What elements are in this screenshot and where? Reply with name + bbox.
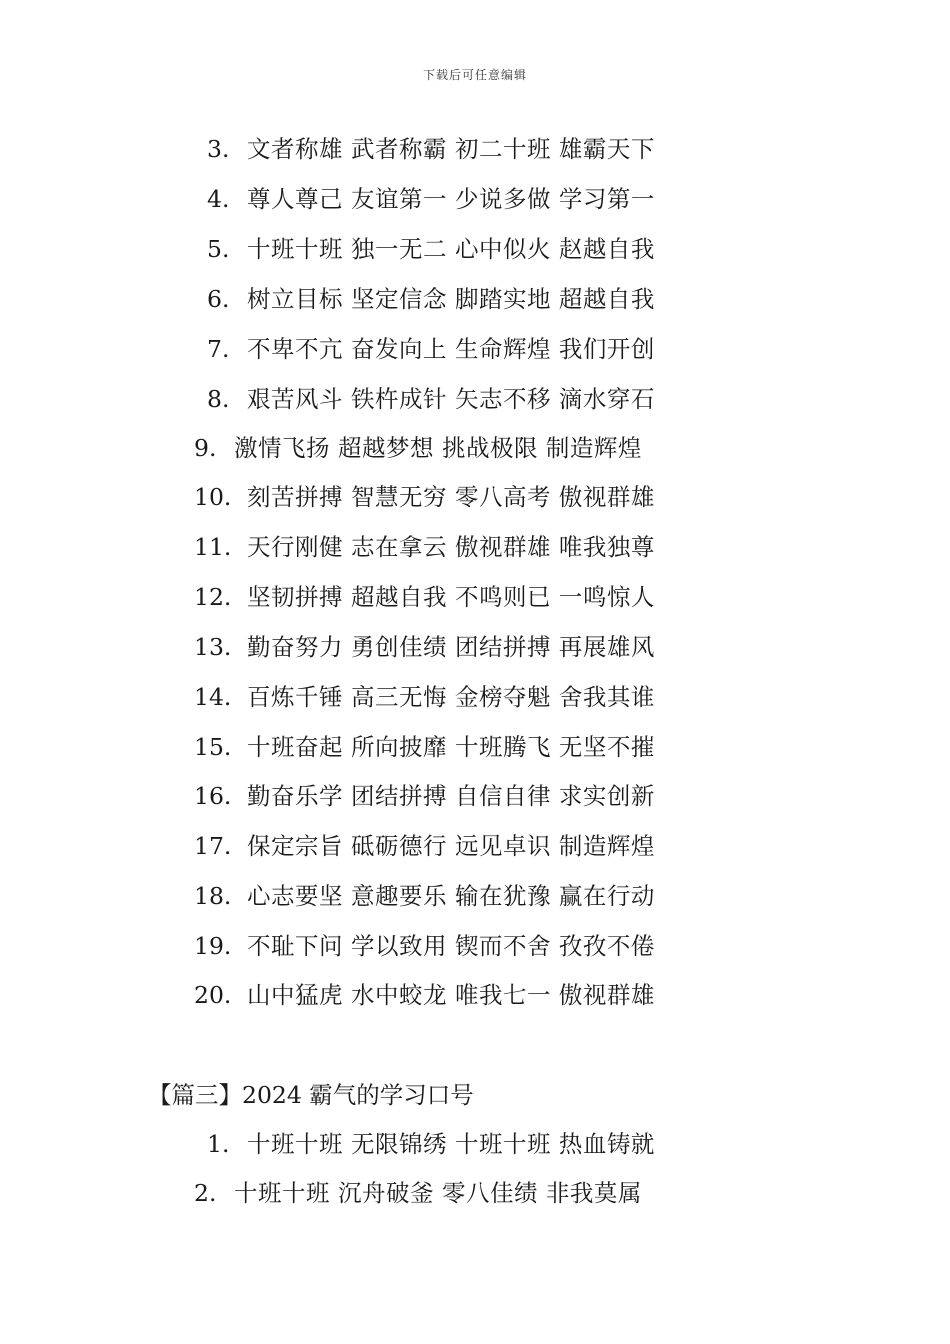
item-text: 尊人尊己 友谊第一 少说多做 学习第一 (247, 185, 655, 213)
item-text: 不卑不亢 奋发向上 生命辉煌 我们开创 (247, 335, 655, 363)
list-item (194, 830, 655, 862)
item-text: 刻苦拼搏 智慧无穷 零八高考 傲视群雄 (247, 483, 655, 511)
list-item (194, 681, 655, 713)
item-number: 11. (194, 533, 232, 561)
list-item (194, 930, 655, 962)
item-number: 19. (194, 932, 232, 960)
item-text: 山中猛虎 水中蛟龙 唯我七一 傲视群雄 (247, 981, 655, 1009)
item-number: 12. (194, 583, 232, 611)
item-number: 17. (194, 832, 232, 860)
item-number: 14. (194, 683, 232, 711)
item-text: 保定宗旨 砥砺德行 远见卓识 制造辉煌 (247, 832, 655, 860)
item-text: 十班十班 沉舟破釜 零八佳绩 非我莫属 (234, 1179, 642, 1207)
list-item (194, 631, 655, 663)
item-text: 坚韧拼搏 超越自我 不鸣则已 一鸣惊人 (247, 583, 655, 611)
item-text: 心志要坚 意趣要乐 输在犹豫 赢在行动 (247, 882, 655, 910)
item-number: 15. (194, 733, 232, 761)
item-number: 5. (207, 235, 230, 263)
list-item (194, 880, 655, 912)
list-item (207, 233, 655, 265)
item-number: 13. (194, 633, 232, 661)
item-number: 20. (194, 981, 232, 1009)
item-text: 树立目标 坚定信念 脚踏实地 超越自我 (247, 285, 655, 313)
item-number: 6. (207, 285, 230, 313)
item-number: 16. (194, 782, 232, 810)
item-text: 激情飞扬 超越梦想 挑战极限 制造辉煌 (234, 434, 642, 462)
item-number: 3. (207, 135, 230, 163)
list-item (194, 481, 655, 513)
item-text: 百炼千锤 高三无悔 金榜夺魁 舍我其谁 (247, 683, 655, 711)
list-item (207, 283, 655, 315)
list-item (207, 333, 655, 365)
item-text: 十班十班 无限锦绣 十班十班 热血铸就 (247, 1130, 655, 1158)
list-item (194, 1177, 642, 1209)
item-text: 勤奋努力 勇创佳绩 团结拼搏 再展雄风 (247, 633, 655, 661)
list-item (194, 780, 655, 812)
item-number: 8. (207, 385, 230, 413)
list-item (194, 531, 655, 563)
item-text: 艰苦风斗 铁杵成针 矢志不移 滴水穿石 (247, 385, 655, 413)
list-item (194, 979, 655, 1011)
item-number: 7. (207, 335, 230, 363)
page-header: 下载后可任意编辑 (422, 68, 527, 82)
item-text: 十班奋起 所向披靡 十班腾飞 无坚不摧 (247, 733, 655, 761)
item-text: 天行刚健 志在拿云 傲视群雄 唯我独尊 (247, 533, 655, 561)
section-heading: 【篇三】2024 霸气的学习口号 (148, 1081, 474, 1109)
item-number: 18. (194, 882, 232, 910)
list-item (207, 1128, 655, 1160)
item-number: 9. (194, 434, 217, 462)
list-item (207, 183, 655, 215)
item-number: 2. (194, 1179, 217, 1207)
list-item (194, 731, 655, 763)
list-item (207, 383, 655, 415)
item-number: 10. (194, 483, 232, 511)
item-text: 文者称雄 武者称霸 初二十班 雄霸天下 (247, 135, 655, 163)
item-text: 十班十班 独一无二 心中似火 赵越自我 (247, 235, 655, 263)
item-number: 1. (207, 1130, 230, 1158)
item-text: 勤奋乐学 团结拼搏 自信自律 求实创新 (247, 782, 655, 810)
list-item (194, 432, 642, 464)
list-item (194, 581, 655, 613)
item-number: 4. (207, 185, 230, 213)
list-item (207, 133, 655, 165)
item-text: 不耻下问 学以致用 锲而不舍 孜孜不倦 (247, 932, 655, 960)
